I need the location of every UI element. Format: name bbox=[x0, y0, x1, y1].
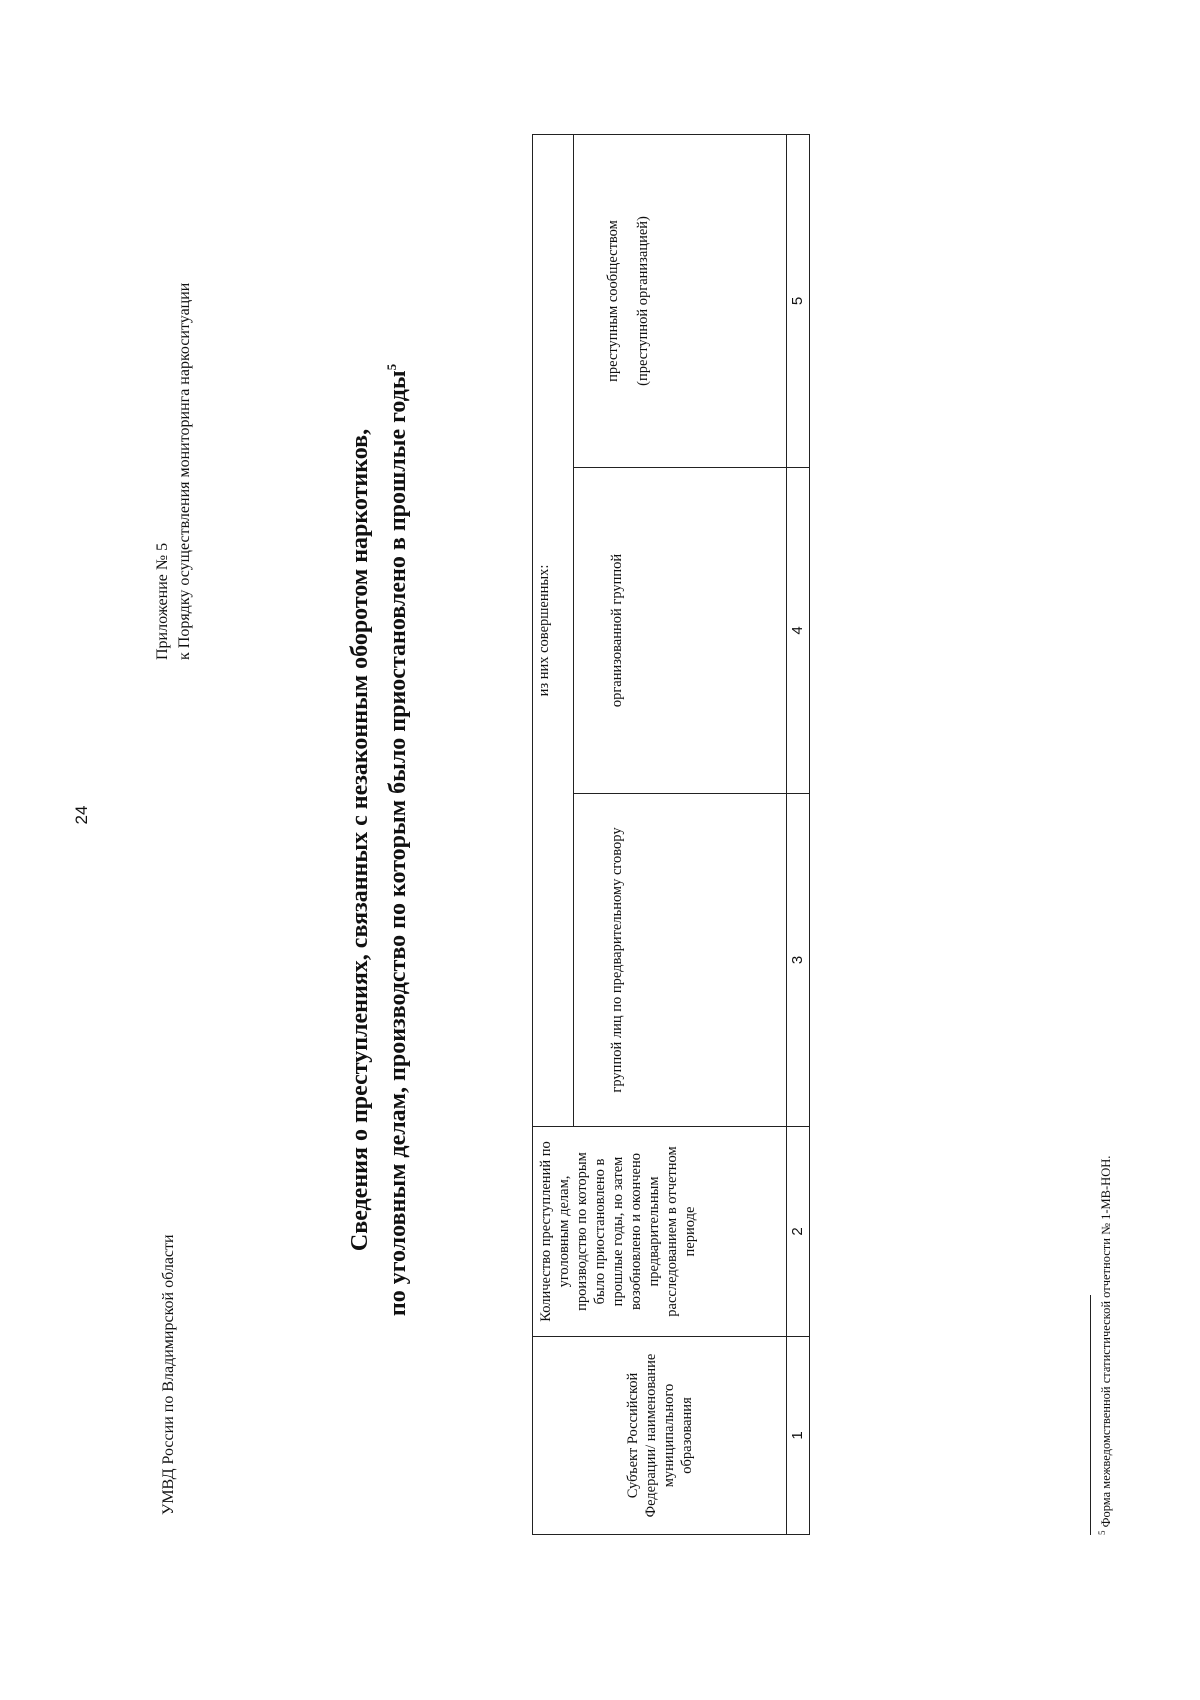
col3-header: группой лиц по предварительному сговору bbox=[574, 794, 787, 1127]
column-number: 5 bbox=[787, 134, 810, 467]
group-header: из них совершенных: bbox=[533, 134, 574, 1126]
column-number: 4 bbox=[787, 468, 810, 794]
footnote-mark: 5 bbox=[1097, 1530, 1107, 1535]
title-footnote-mark: 5 bbox=[384, 363, 399, 371]
col5-header-line1: преступным сообществом bbox=[605, 220, 621, 382]
page-number: 24 bbox=[72, 805, 91, 825]
appendix-number: Приложение № 5 bbox=[154, 542, 171, 660]
column-number-row bbox=[787, 134, 810, 1534]
footnote bbox=[1097, 1156, 1114, 1535]
title-line-2 bbox=[376, 230, 414, 1450]
title-line-2-text: по уголовным делам, производство по которым было приостановлено в прошлые годы bbox=[385, 370, 411, 1317]
column-number: 1 bbox=[787, 1337, 810, 1535]
col1-header: Субъект Российской Федерации/ наименование муниципального образования bbox=[533, 1337, 787, 1535]
col5-header bbox=[574, 134, 787, 467]
table-header-row bbox=[533, 134, 574, 1534]
appendix-reference bbox=[152, 283, 196, 660]
column-number: 3 bbox=[787, 794, 810, 1127]
document-title bbox=[345, 230, 414, 1450]
col4-header: организованной группой bbox=[574, 468, 787, 794]
col2-header: Количество преступлений по уголовным делам, производство по которым было приостановлено в прошлые годы, но затем возобновлено и окончено предварительным расследованием в отчетном периоде bbox=[533, 1127, 787, 1337]
column-number: 2 bbox=[787, 1127, 810, 1337]
report-table bbox=[532, 134, 810, 1535]
title-line-1: Сведения о преступлениях, связанных с незаконным оборотом наркотиков, bbox=[347, 428, 373, 1252]
appendix-order: к Порядку осуществления мониторинга наркоситуации bbox=[176, 282, 193, 660]
footnote-divider bbox=[1090, 1295, 1091, 1535]
footnote-text: Форма межведомственной статистической отчетности № 1-МВ-НОН. bbox=[1099, 1155, 1114, 1528]
col5-header-line2: (преступной организацией) bbox=[635, 216, 651, 386]
organization-name: УМВД России по Владимирской области bbox=[160, 1234, 177, 1515]
